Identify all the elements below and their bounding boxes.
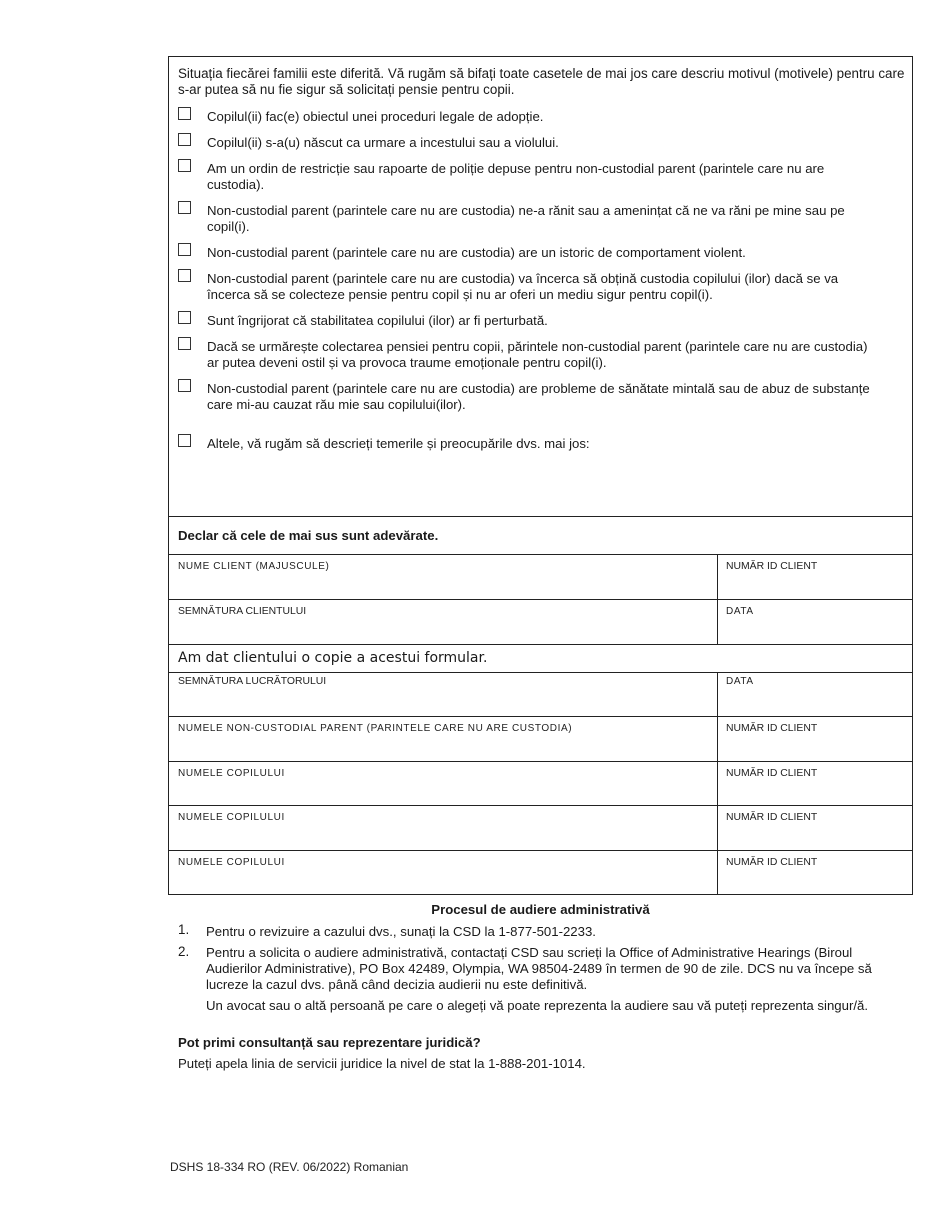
checklist-intro: Situația fiecărei familii este diferită. Vă rugăm să bifați toate casetele de mai jos care descriu motivul (motivele) pentru care s-ar putea să nu fie sigur să solicitați pensie pentru copii. — [178, 66, 905, 97]
child3-name-field[interactable] — [169, 851, 718, 894]
copy-statement-row — [168, 644, 913, 673]
checklist-item-label: Non-custodial parent (parintele care nu are custodia) are probleme de sănătate mintală sau de abuz de substanțe care mi-au cauzat rău mie sau copilului(ilor). — [207, 381, 870, 412]
checklist-item-label: Copilul(ii) s-a(u) născut ca urmare a incestului sau a violului. — [207, 135, 559, 150]
checkbox[interactable] — [178, 133, 191, 146]
checklist-item-label: Non-custodial parent (parintele care nu are custodia) ne-a rănit sau a amenințat că ne va răni pe mine sau pe copil(i). — [207, 203, 845, 234]
checkbox[interactable] — [178, 243, 191, 256]
client-date-label: DATA — [726, 606, 754, 617]
client-name-row — [168, 554, 913, 600]
client-name-field[interactable] — [169, 555, 718, 599]
checkbox[interactable] — [178, 311, 191, 324]
child2-id-label: NUMĂR ID CLIENT — [726, 812, 818, 823]
client-signature-label: SEMNĂTURA CLIENTULUI — [178, 606, 307, 617]
checkbox[interactable] — [178, 107, 191, 120]
worker-signature-label: SEMNĂTURA LUCRĂTORULUI — [178, 676, 327, 687]
child1-name-field[interactable] — [169, 762, 718, 805]
step1-text: Pentru o revizuire a cazului dvs., sunați la CSD la 1-877-501-2233. — [206, 924, 596, 939]
ncp-name-field[interactable] — [169, 717, 718, 761]
checkbox[interactable] — [178, 159, 191, 172]
checklist-item-label: Am un ordin de restricție sau rapoarte de poliție depuse pentru non-custodial parent (parintele care nu are custodia). — [207, 161, 825, 192]
checkbox[interactable] — [178, 337, 191, 350]
client-name-label: NUME CLIENT (MAJUSCULE) — [178, 561, 330, 572]
legal-answer: Puteți apela linia de servicii juridice la nivel de stat la 1-888-201-1014. — [178, 1056, 586, 1071]
declaration-statement: Declar că cele de mai sus sunt adevărate. — [178, 528, 439, 543]
step2-number: 2. — [178, 944, 190, 959]
checklist-item-label: Non-custodial parent (parintele care nu are custodia) are un istoric de comportament violent. — [207, 245, 746, 260]
client-signature-row — [168, 599, 913, 645]
checkbox[interactable] — [178, 379, 191, 392]
client-signature-field[interactable] — [169, 600, 718, 644]
checklist-item-label: Copilul(ii) fac(e) obiectul unei proceduri legale de adopție. — [207, 109, 544, 124]
form-footer: DSHS 18-334 RO (REV. 06/2022) Romanian — [170, 1160, 409, 1174]
step2-note: Un avocat sau o altă persoană pe care o alegeți vă poate reprezenta la audiere sau vă puteți reprezenta singur/ă. — [206, 998, 869, 1013]
child1-row — [168, 761, 913, 806]
reasons-checklist-box — [168, 56, 913, 517]
checklist-item-label: Altele, vă rugăm să descrieți temerile și preocupările dvs. mai jos: — [207, 436, 590, 451]
worker-signature-field[interactable] — [169, 673, 718, 716]
ncp-name-row — [168, 716, 913, 762]
child1-name-label: NUMELE COPILULUI — [178, 768, 285, 779]
legal-question: Pot primi consultanță sau reprezentare juridică? — [178, 1035, 481, 1050]
checklist-item-label: Sunt îngrijorat că stabilitatea copilului (ilor) ar fi perturbată. — [207, 313, 548, 328]
child1-id-label: NUMĂR ID CLIENT — [726, 768, 818, 779]
hearing-heading: Procesul de audiere administrativă — [431, 902, 650, 917]
child2-name-label: NUMELE COPILULUI — [178, 812, 285, 823]
step2-text: Pentru a solicita o audiere administrativă, contactați CSD sau scrieți la Office of Administrative Hearings (Biroul Audierilor Administrative), PO Box 42489, Olympia, WA 98504-2489 în termen de 90 de zile. DCS nu va începe să lucreze la cazul dvs. până când decizia audierii nu este definitivă. — [206, 945, 872, 992]
checkbox[interactable] — [178, 269, 191, 282]
copy-statement: Am dat clientului o copie a acestui formular. — [178, 650, 488, 666]
ncp-id-label: NUMĂR ID CLIENT — [726, 723, 818, 734]
child3-name-label: NUMELE COPILULUI — [178, 857, 285, 868]
checkbox[interactable] — [178, 434, 191, 447]
declaration-row — [168, 516, 913, 555]
child3-id-label: NUMĂR ID CLIENT — [726, 857, 818, 868]
step1-number: 1. — [178, 922, 190, 937]
worker-date-label: DATA — [726, 676, 754, 687]
client-id-label: NUMĂR ID CLIENT — [726, 561, 818, 572]
child3-row — [168, 850, 913, 895]
checklist-item-label: Non-custodial parent (parintele care nu are custodia) va încerca să obțină custodia copilului (ilor) dacă se va încerca să se colecteze pensie pentru copil și nu ar oferi un mediu sigur pentru copil(i). — [207, 271, 839, 302]
worker-signature-row — [168, 672, 913, 717]
checkbox[interactable] — [178, 201, 191, 214]
checklist-item-label: Dacă se urmărește colectarea pensiei pentru copii, părintele non-custodial parent (parintele care nu are custodia) ar putea deveni ostil și va provoca traume emoționale pentru copil(i). — [207, 339, 868, 370]
ncp-name-label: NUMELE NON-CUSTODIAL PARENT (PARINTELE CARE NU ARE CUSTODIA) — [178, 723, 573, 734]
child2-name-field[interactable] — [169, 806, 718, 850]
child2-row — [168, 805, 913, 851]
